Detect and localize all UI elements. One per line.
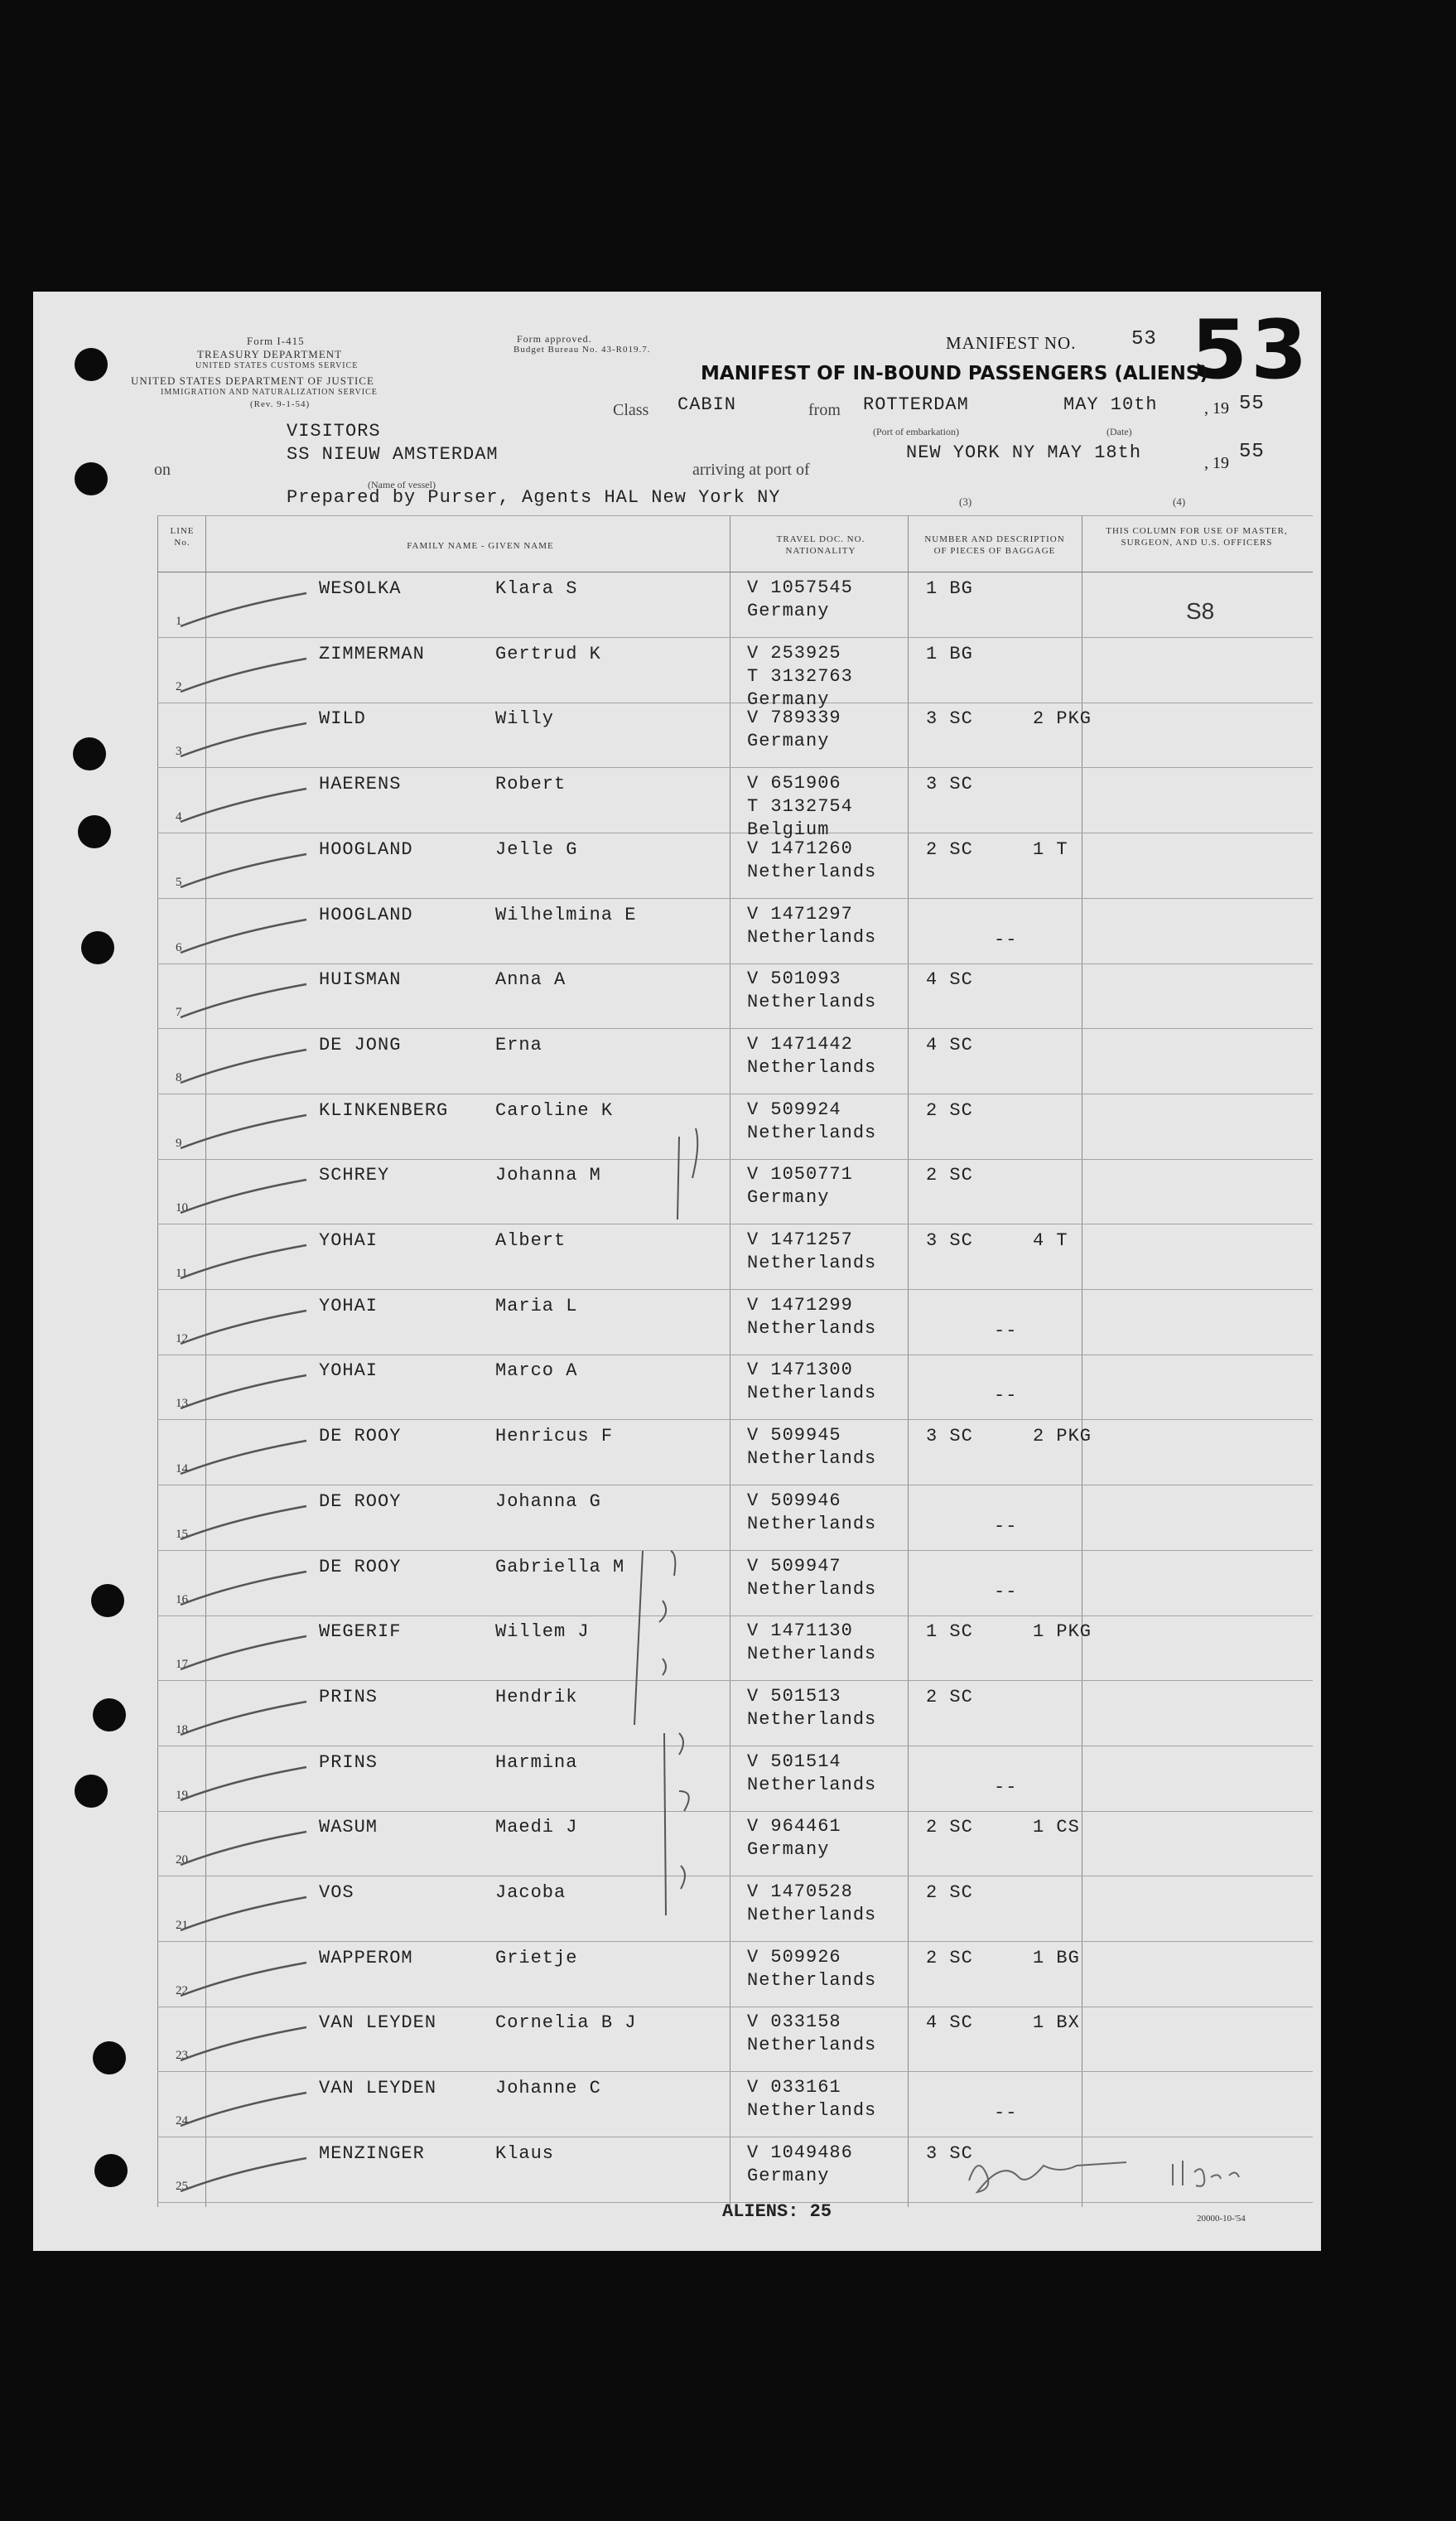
check-mark-icon xyxy=(174,1828,315,1870)
punch-hole xyxy=(73,737,106,770)
ins-service: IMMIGRATION AND NATURALIZATION SERVICE xyxy=(161,388,378,397)
document-number: V 1471257 xyxy=(747,1229,853,1250)
travel-doc xyxy=(747,968,876,1014)
travel-doc xyxy=(747,1685,876,1731)
travel-doc xyxy=(747,2142,853,2188)
baggage-secondary: 4 T xyxy=(1033,1230,1068,1251)
check-mark-icon xyxy=(174,590,315,631)
nationality: Netherlands xyxy=(747,1448,877,1470)
punch-hole xyxy=(81,931,114,964)
document-number: V 1057545 xyxy=(747,577,853,598)
nationality: Netherlands xyxy=(747,1708,877,1730)
vessel-caption: (Name of vessel) xyxy=(368,479,436,490)
travel-doc xyxy=(747,642,853,712)
table-row xyxy=(157,964,1313,1029)
table-row xyxy=(157,834,1313,899)
given-name: Harmina xyxy=(495,1751,578,1773)
document-number: V 033161 xyxy=(747,2077,841,2098)
travel-doc xyxy=(747,1815,841,1862)
family-name: VAN LEYDEN xyxy=(319,2078,437,2099)
family-name: WILD xyxy=(319,708,366,730)
check-mark-icon xyxy=(174,1176,315,1218)
arrival-year-prefix: , 19 xyxy=(1204,454,1229,472)
given-name: Willem J xyxy=(495,1621,590,1643)
document-number: V 1471130 xyxy=(747,1620,853,1642)
given-name: Robert xyxy=(495,774,566,795)
departure-date: MAY 10th xyxy=(1063,394,1158,415)
nationality: Netherlands xyxy=(747,1253,877,1273)
document-number: V 501093 xyxy=(747,968,841,990)
baggage-dash: -- xyxy=(994,2103,1018,2124)
nationality: Netherlands xyxy=(747,1056,877,1078)
arrival-port-date: NEW YORK NY MAY 18th xyxy=(906,442,1142,463)
baggage-primary: 2 SC xyxy=(926,1165,973,1186)
nationality: Netherlands xyxy=(747,1969,877,1991)
form-revision: (Rev. 9-1-54) xyxy=(250,399,311,409)
baggage-primary: 4 SC xyxy=(926,2012,973,2034)
travel-doc xyxy=(747,1294,876,1340)
given-name: Erna xyxy=(495,1034,542,1055)
nationality: Belgium xyxy=(747,819,830,841)
travel-doc xyxy=(747,1359,876,1405)
document-number: V 509946 xyxy=(747,1490,841,1511)
punch-hole xyxy=(75,1775,108,1808)
manifest-no-label: MANIFEST NO. xyxy=(946,333,1077,353)
given-name: Willy xyxy=(495,708,555,730)
document-number: T 3132754 xyxy=(747,796,853,818)
check-mark-icon xyxy=(174,720,315,761)
baggage-primary: 2 SC xyxy=(926,1947,973,1968)
on-label: on xyxy=(154,461,171,479)
baggage-secondary: 2 PKG xyxy=(1033,708,1092,730)
punch-hole xyxy=(78,815,111,848)
form-approved: Form approved. xyxy=(517,333,592,345)
from-label: from xyxy=(808,401,841,419)
nationality: Germany xyxy=(747,1839,830,1861)
check-mark-icon xyxy=(174,1046,315,1088)
baggage-primary: 4 SC xyxy=(926,1034,973,1055)
baggage-primary: 1 BG xyxy=(926,643,973,664)
customs-service: UNITED STATES CUSTOMS SERVICE xyxy=(195,361,359,370)
class-value: CABIN xyxy=(677,394,737,415)
manifest-number: 53 xyxy=(1191,303,1311,398)
document-number: V 1471300 xyxy=(747,1360,853,1381)
family-name: KLINKENBERG xyxy=(319,1099,449,1121)
check-mark-icon xyxy=(174,916,315,958)
prepared-by: Prepared by Purser, Agents HAL New York NY xyxy=(287,487,781,508)
table-row xyxy=(157,639,1313,710)
manifest-page xyxy=(33,292,1321,2251)
nationality: Netherlands xyxy=(747,861,877,882)
baggage-secondary: 1 PKG xyxy=(1033,1621,1092,1643)
line-number: 1 xyxy=(176,615,182,628)
document-number: V 1471297 xyxy=(747,903,853,925)
column-line-no: LINE No. xyxy=(170,526,195,548)
line-number: 3 xyxy=(176,745,182,759)
baggage-secondary: 1 T xyxy=(1033,838,1068,860)
baggage-primary: 3 SC xyxy=(926,708,973,730)
family-name: DE ROOY xyxy=(319,1426,402,1447)
given-name: Klaus xyxy=(495,2142,555,2164)
check-mark-icon xyxy=(174,655,315,697)
nationality: Netherlands xyxy=(747,1513,877,1534)
travel-doc xyxy=(747,707,841,753)
line-number: 6 xyxy=(176,940,182,954)
travel-doc xyxy=(747,1033,876,1079)
punch-hole xyxy=(75,348,108,381)
travel-doc xyxy=(747,1555,876,1601)
family-name: VOS xyxy=(319,1882,354,1903)
family-name: PRINS xyxy=(319,1751,378,1773)
check-mark-icon xyxy=(174,1894,315,1935)
form-number: Form I-415 xyxy=(247,335,305,347)
budget-bureau: Budget Bureau No. 43-R019.7. xyxy=(513,345,651,355)
manifest-title: MANIFEST OF IN-BOUND PASSENGERS (ALIENS) xyxy=(701,363,1208,384)
port-embarkation-caption: (Port of embarkation) xyxy=(873,426,959,437)
manifest-no-small: 53 xyxy=(1131,328,1157,350)
document-number: V 509926 xyxy=(747,1946,841,1968)
family-name: WESOLKA xyxy=(319,578,402,599)
line-number: 10 xyxy=(176,1201,188,1215)
given-name: Johanna M xyxy=(495,1165,601,1186)
document-number: V 509947 xyxy=(747,1555,841,1577)
line-number: 23 xyxy=(176,2049,188,2063)
check-mark-icon xyxy=(174,1698,315,1740)
baggage-primary: 3 SC xyxy=(926,1426,973,1447)
family-name: DE JONG xyxy=(319,1034,402,1055)
travel-doc xyxy=(747,1751,876,1797)
nationality: Germany xyxy=(747,1187,830,1209)
vessel-name: SS NIEUW AMSTERDAM xyxy=(287,444,499,465)
given-name: Marco A xyxy=(495,1360,578,1382)
family-name: VAN LEYDEN xyxy=(319,2012,437,2034)
aliens-total: ALIENS: 25 xyxy=(722,2201,832,2222)
nationality: Netherlands xyxy=(747,2035,877,2056)
line-number: 14 xyxy=(176,1462,188,1476)
baggage-primary: 2 SC xyxy=(926,1686,973,1707)
document-number: V 651906 xyxy=(747,773,841,794)
baggage-primary: 4 SC xyxy=(926,969,973,991)
family-name: DE ROOY xyxy=(319,1556,402,1577)
column-travel-doc: TRAVEL DOC. NO. NATIONALITY xyxy=(776,534,865,556)
family-name: WASUM xyxy=(319,1817,378,1838)
family-name: HAERENS xyxy=(319,774,402,795)
document-number: V 1471299 xyxy=(747,1294,853,1316)
class-label: Class xyxy=(613,401,649,419)
baggage-dash: -- xyxy=(994,1776,1018,1798)
travel-doc xyxy=(747,838,876,884)
punch-hole xyxy=(94,2154,128,2187)
check-mark-icon xyxy=(174,2155,315,2196)
check-mark-icon xyxy=(174,851,315,892)
baggage-dash: -- xyxy=(994,1320,1018,1341)
baggage-primary: 2 SC xyxy=(926,838,973,860)
line-number: 16 xyxy=(176,1592,188,1606)
port-embarkation: ROTTERDAM xyxy=(863,394,969,415)
line-number: 21 xyxy=(176,1919,188,1932)
given-name: Gabriella M xyxy=(495,1556,625,1577)
nationality: Netherlands xyxy=(747,1578,877,1600)
line-number: 12 xyxy=(176,1331,188,1345)
check-mark-icon xyxy=(174,1242,315,1283)
baggage-primary: 3 SC xyxy=(926,2142,973,2164)
given-name: Johanna G xyxy=(495,1490,601,1512)
line-number: 20 xyxy=(176,1853,188,1867)
family-name: YOHAI xyxy=(319,1230,378,1251)
family-name: SCHREY xyxy=(319,1165,390,1186)
given-name: Jacoba xyxy=(495,1882,566,1903)
punch-hole xyxy=(91,1584,124,1617)
baggage-dash: -- xyxy=(994,1515,1018,1537)
officer-annotation: S8 xyxy=(1186,598,1215,624)
line-number: 5 xyxy=(176,875,182,889)
check-mark-icon xyxy=(174,2024,315,2065)
arrival-year: 55 xyxy=(1239,441,1265,463)
departure-year: 55 xyxy=(1239,393,1265,415)
department-of-justice: UNITED STATES DEPARTMENT OF JUSTICE xyxy=(131,374,374,387)
table-row xyxy=(157,769,1313,841)
document-number: V 501514 xyxy=(747,1751,841,1772)
document-number: V 1471260 xyxy=(747,838,853,859)
document-number: V 509924 xyxy=(747,1099,841,1120)
column-baggage: NUMBER AND DESCRIPTION OF PIECES OF BAGGAGE xyxy=(924,534,1065,556)
given-name: Grietje xyxy=(495,1947,578,1968)
line-number: 4 xyxy=(176,810,182,824)
baggage-primary: 1 SC xyxy=(926,1621,973,1643)
punch-hole xyxy=(75,462,108,495)
given-name: Henricus F xyxy=(495,1426,614,1447)
nationality: Netherlands xyxy=(747,992,877,1013)
line-number: 11 xyxy=(176,1267,188,1280)
travel-doc xyxy=(747,1946,876,1992)
nationality: Netherlands xyxy=(747,1383,877,1404)
check-mark-icon xyxy=(174,1568,315,1610)
check-mark-icon xyxy=(174,1307,315,1349)
given-name: Cornelia B J xyxy=(495,2012,637,2034)
nationality: Germany xyxy=(747,2165,830,2186)
print-code: 20000-10-'54 xyxy=(1197,2214,1246,2224)
document-number: T 3132763 xyxy=(747,665,853,687)
baggage-secondary: 1 BG xyxy=(1033,1947,1080,1968)
family-name: HOOGLAND xyxy=(319,838,413,860)
check-mark-icon xyxy=(174,1633,315,1674)
document-number: V 509945 xyxy=(747,1425,841,1446)
family-name: YOHAI xyxy=(319,1360,378,1382)
baggage-secondary: 2 PKG xyxy=(1033,1426,1092,1447)
nationality: Netherlands xyxy=(747,1644,877,1665)
check-mark-icon xyxy=(174,2089,315,2131)
family-name: WAPPEROM xyxy=(319,1947,413,1968)
table-row xyxy=(157,703,1313,768)
travel-doc xyxy=(747,1620,876,1666)
table-row xyxy=(157,2073,1313,2137)
document-number: V 501513 xyxy=(747,1685,841,1707)
check-mark-icon xyxy=(174,1503,315,1544)
column-officers: THIS COLUMN FOR USE OF MASTER, SURGEON, AND U.S. OFFICERS xyxy=(1106,526,1288,548)
family-name: WEGERIF xyxy=(319,1621,402,1643)
table-row xyxy=(157,900,1313,964)
line-number: 25 xyxy=(176,2179,188,2193)
check-mark-icon xyxy=(174,785,315,827)
family-name: YOHAI xyxy=(319,1295,378,1316)
travel-doc xyxy=(747,1490,876,1536)
travel-doc xyxy=(747,577,853,623)
nationality: Germany xyxy=(747,731,830,752)
nationality: Netherlands xyxy=(747,1317,877,1339)
line-number: 2 xyxy=(176,679,182,693)
document-number: V 253925 xyxy=(747,642,841,664)
nationality: Netherlands xyxy=(747,1905,877,1925)
check-mark-icon xyxy=(174,1764,315,1805)
baggage-dash: -- xyxy=(994,929,1018,950)
line-number: 17 xyxy=(176,1658,188,1672)
arriving-label: arriving at port of xyxy=(692,461,810,479)
nationality: Netherlands xyxy=(747,1774,877,1795)
passenger-type: VISITORS xyxy=(287,421,381,442)
given-name: Gertrud K xyxy=(495,643,601,664)
given-name: Albert xyxy=(495,1230,566,1251)
travel-doc xyxy=(747,903,876,949)
line-number: 18 xyxy=(176,1722,188,1736)
document-number: V 964461 xyxy=(747,1816,841,1838)
nationality: Germany xyxy=(747,601,830,621)
line-number: 19 xyxy=(176,1788,188,1802)
baggage-dash: -- xyxy=(994,1581,1018,1602)
travel-doc xyxy=(747,772,853,842)
family-name: ZIMMERMAN xyxy=(319,643,425,664)
handwritten-signature xyxy=(961,2147,1259,2197)
check-mark-icon xyxy=(174,981,315,1022)
travel-doc xyxy=(747,1099,876,1145)
document-number: V 1470528 xyxy=(747,1881,853,1902)
line-number: 8 xyxy=(176,1070,182,1084)
given-name: Caroline K xyxy=(495,1099,614,1121)
check-mark-icon xyxy=(174,1112,315,1153)
treasury-department: TREASURY DEPARTMENT xyxy=(197,348,343,360)
given-name: Johanne C xyxy=(495,2078,601,2099)
line-number: 7 xyxy=(176,1006,182,1020)
given-name: Maria L xyxy=(495,1295,578,1316)
line-number: 13 xyxy=(176,1397,188,1411)
caption-3: (3) xyxy=(959,495,972,508)
nationality: Netherlands xyxy=(747,2100,877,2122)
given-name: Klara S xyxy=(495,578,578,599)
travel-doc xyxy=(747,1163,853,1210)
handwritten-bracket-marks xyxy=(613,1120,745,2031)
check-mark-icon xyxy=(174,1437,315,1479)
baggage-primary: 2 SC xyxy=(926,1817,973,1838)
caption-4: (4) xyxy=(1173,495,1186,508)
given-name: Hendrik xyxy=(495,1686,578,1707)
baggage-primary: 1 BG xyxy=(926,578,973,599)
departure-year-prefix: , 19 xyxy=(1204,399,1229,418)
travel-doc xyxy=(747,2011,876,2057)
baggage-primary: 2 SC xyxy=(926,1882,973,1903)
column-name: FAMILY NAME - GIVEN NAME xyxy=(407,541,554,551)
family-name: PRINS xyxy=(319,1686,378,1707)
check-mark-icon xyxy=(174,1372,315,1413)
baggage-dash: -- xyxy=(994,1385,1018,1407)
baggage-primary: 2 SC xyxy=(926,1099,973,1121)
family-name: DE ROOY xyxy=(319,1490,402,1512)
table-row xyxy=(157,573,1313,638)
line-number: 22 xyxy=(176,1983,188,1997)
travel-doc xyxy=(747,1229,876,1275)
table-row xyxy=(157,1030,1313,1094)
given-name: Anna A xyxy=(495,969,566,991)
line-number: 24 xyxy=(176,2114,188,2128)
nationality: Netherlands xyxy=(747,926,877,948)
document-number: V 1050771 xyxy=(747,1164,853,1186)
punch-hole xyxy=(93,2041,126,2074)
travel-doc xyxy=(747,1424,876,1471)
family-name: HOOGLAND xyxy=(319,904,413,925)
family-name: MENZINGER xyxy=(319,2142,425,2164)
document-number: V 033158 xyxy=(747,2011,841,2033)
given-name: Jelle G xyxy=(495,838,578,860)
travel-doc xyxy=(747,2076,876,2123)
document-number: V 1471442 xyxy=(747,1033,853,1055)
given-name: Maedi J xyxy=(495,1817,578,1838)
given-name: Wilhelmina E xyxy=(495,904,637,925)
punch-hole xyxy=(93,1698,126,1731)
nationality: Germany xyxy=(747,688,830,710)
travel-doc xyxy=(747,1881,876,1927)
baggage-secondary: 1 CS xyxy=(1033,1817,1080,1838)
nationality: Netherlands xyxy=(747,1122,877,1143)
baggage-primary: 3 SC xyxy=(926,1230,973,1251)
line-number: 9 xyxy=(176,1136,182,1150)
baggage-primary: 3 SC xyxy=(926,774,973,795)
line-number: 15 xyxy=(176,1527,188,1541)
baggage-secondary: 1 BX xyxy=(1033,2012,1080,2034)
date-caption: (Date) xyxy=(1106,426,1132,437)
document-number: V 789339 xyxy=(747,708,841,729)
document-number: V 1049486 xyxy=(747,2142,853,2163)
check-mark-icon xyxy=(174,1959,315,2001)
family-name: HUISMAN xyxy=(319,969,402,991)
